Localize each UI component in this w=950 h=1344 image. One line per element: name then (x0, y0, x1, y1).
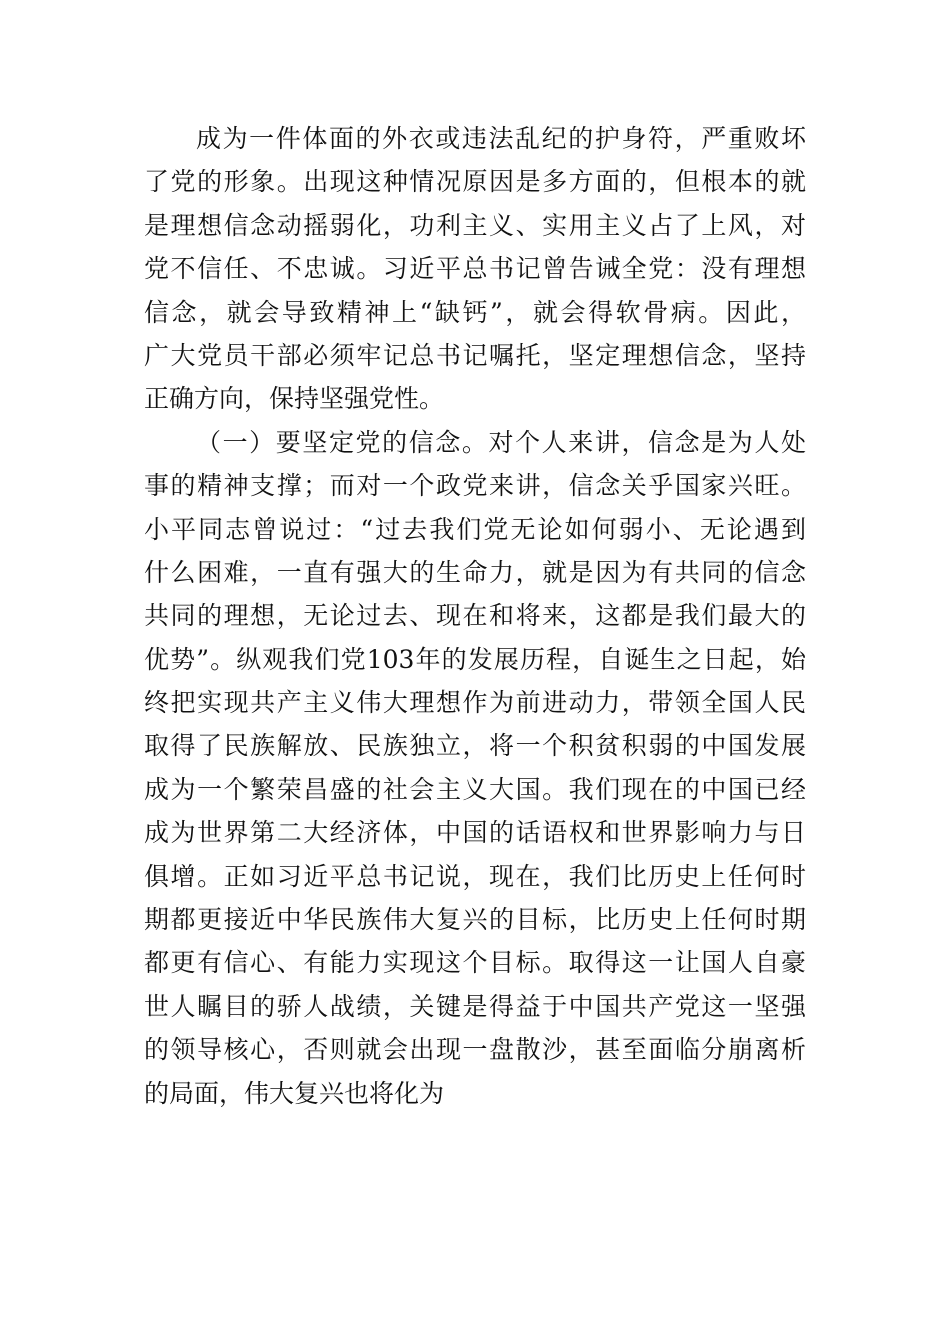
paragraph-line: （一）要坚定党的信念。对个人来讲，信念是为人处 (196, 427, 806, 457)
paragraph-line: 取得了民族解放、民族独立，将一个积贫积弱的中国发展 (144, 731, 806, 761)
paragraph-line: 是理想信念动摇弱化，功利主义、实用主义占了上风，对 (144, 210, 806, 240)
paragraph-line: 成为一个繁荣昌盛的社会主义大国。我们现在的中国已经 (144, 774, 806, 804)
paragraph-line: 小平同志曾说过：“过去我们党无论如何弱小、无论遇到 (144, 514, 806, 544)
paragraph-line: 广大党员干部必须牢记总书记嘱托，坚定理想信念，坚持 (144, 340, 806, 370)
paragraph-line: 信念，就会导致精神上“缺钙”，就会得软骨病。因此， (144, 297, 806, 327)
document-body (144, 117, 806, 1115)
paragraph-line: 党不信任、不忠诚。习近平总书记曾告诫全党：没有理想 (144, 254, 806, 284)
paragraph-line: 了党的形象。出现这种情况原因是多方面的，但根本的就 (144, 167, 806, 197)
paragraph-line: 俱增。正如习近平总书记说，现在，我们比历史上任何时 (144, 861, 806, 891)
paragraph-line: 都更有信心、有能力实现这个目标。取得这一让国人自豪 (144, 948, 806, 978)
paragraph-line: 终把实现共产主义伟大理想作为前进动力，带领全国人民 (144, 688, 806, 718)
paragraph-line: 的领导核心，否则就会出现一盘散沙，甚至面临分崩离析 (144, 1035, 806, 1065)
paragraph-line: 正确方向，保持坚强党性。 (144, 384, 445, 414)
paragraph-line: 的局面，伟大复兴也将化为 (144, 1078, 445, 1108)
paragraph-line: 优势”。纵观我们党103年的发展历程，自诞生之日起，始 (144, 644, 806, 674)
paragraph-line: 成为一件体面的外衣或违法乱纪的护身符，严重败坏 (196, 124, 806, 153)
paragraph-line: 成为世界第二大经济体，中国的话语权和世界影响力与日 (144, 818, 806, 848)
paragraph-line: 什么困难，一直有强大的生命力，就是因为有共同的信念 (144, 557, 806, 587)
paragraph-line: 共同的理想，无论过去、现在和将来，这都是我们最大的 (144, 601, 806, 631)
paragraph-line: 期都更接近中华民族伟大复兴的目标，比历史上任何时期 (144, 905, 806, 935)
paragraph-line: 事的精神支撑；而对一个政党来讲，信念关乎国家兴旺。 (144, 471, 806, 501)
paragraph-line: 世人瞩目的骄人战绩，关键是得益于中国共产党这一坚强 (144, 991, 806, 1021)
